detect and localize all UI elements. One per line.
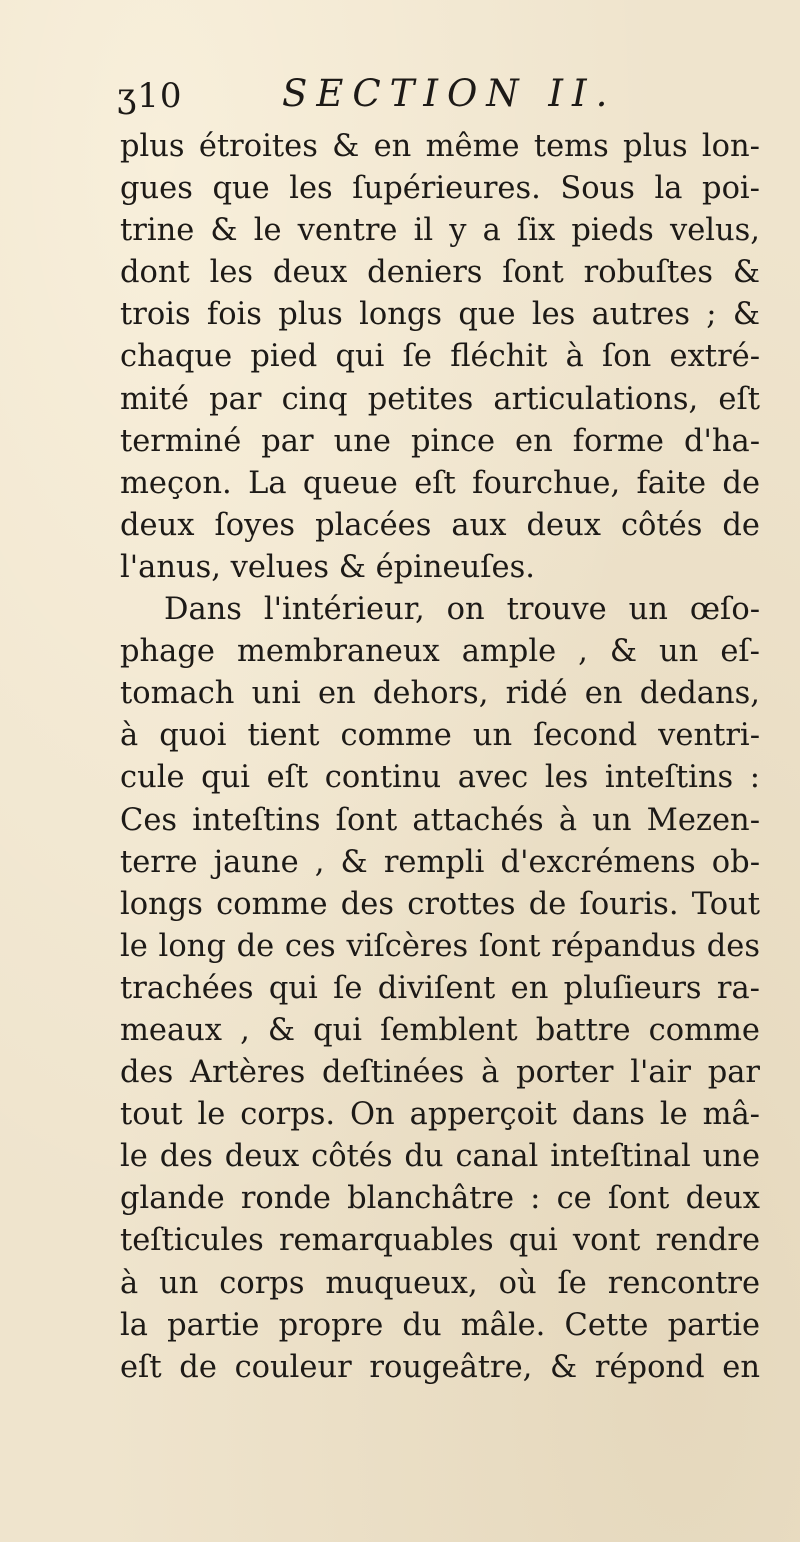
text-line: plus étroites & en même tems plus lon- <box>120 129 760 164</box>
text-line: Ces inteſtins ſont attachés à un Mezen- <box>120 802 760 838</box>
text-line: terminé par une pince en forme d'ha- <box>120 423 760 459</box>
paragraph-last-line: l'anus, velues & épineuſes. <box>120 549 535 585</box>
text-line: trois fois plus longs que les autres ; & <box>120 297 760 333</box>
text-line: tomach uni en dehors, ridé en dedans, <box>120 676 760 712</box>
text-line: chaque pied qui ſe fléchit à ſon extré- <box>120 339 760 375</box>
text-line: gues que les ſupérieures. Sous la poi- <box>120 171 760 207</box>
text-line: glande ronde blanchâtre : ce ſont deux <box>120 1181 760 1217</box>
page-header <box>117 72 777 122</box>
running-head: SECTION II. <box>282 72 617 115</box>
body-text <box>120 126 760 1389</box>
text-line: meaux , & qui ſemblent battre comme <box>120 1012 760 1048</box>
text-line: dont les deux deniers ſont robuſtes & <box>120 255 760 291</box>
text-line: trine & le ventre il y a ſix pieds velus, <box>120 213 760 249</box>
text-line: cule qui eſt continu avec les inteſtins : <box>120 760 760 796</box>
text-line: phage membraneux ample , & un eſ- <box>120 634 760 670</box>
paragraph-first-line: Dans l'intérieur, on trouve un œſo- <box>164 592 760 628</box>
text-line: le des deux côtés du canal inteſtinal une <box>120 1139 760 1175</box>
text-line: deux ſoyes placées aux deux côtés de <box>120 507 760 543</box>
text-line: tout le corps. On apperçoit dans le mâ- <box>120 1097 760 1133</box>
text-line: teſticules remarquables qui vont rendre <box>120 1223 760 1259</box>
text-line: meçon. La queue eſt fourchue, faite de <box>120 465 760 501</box>
text-line: longs comme des crottes de ſouris. Tout <box>120 886 760 922</box>
text-line: le long de ces viſcères ſont répandus des <box>120 928 760 964</box>
text-line: à quoi tient comme un ſecond ventri- <box>120 718 760 754</box>
text-line: à un corps muqueux, où ſe rencontre <box>120 1265 760 1301</box>
text-line: trachées qui ſe diviſent en pluſieurs ra- <box>120 970 760 1006</box>
text-line: mité par cinq petites articulations, eſt <box>120 381 760 417</box>
text-line: la partie propre du mâle. Cette partie <box>120 1307 760 1343</box>
text-line: terre jaune , & rempli d'excrémens ob- <box>120 844 760 880</box>
text-line: des Artères deſtinées à porter l'air par <box>120 1055 760 1091</box>
text-line: eſt de couleur rougeâtre, & répond en <box>120 1349 760 1385</box>
page-number: ʒ10 <box>117 76 183 116</box>
